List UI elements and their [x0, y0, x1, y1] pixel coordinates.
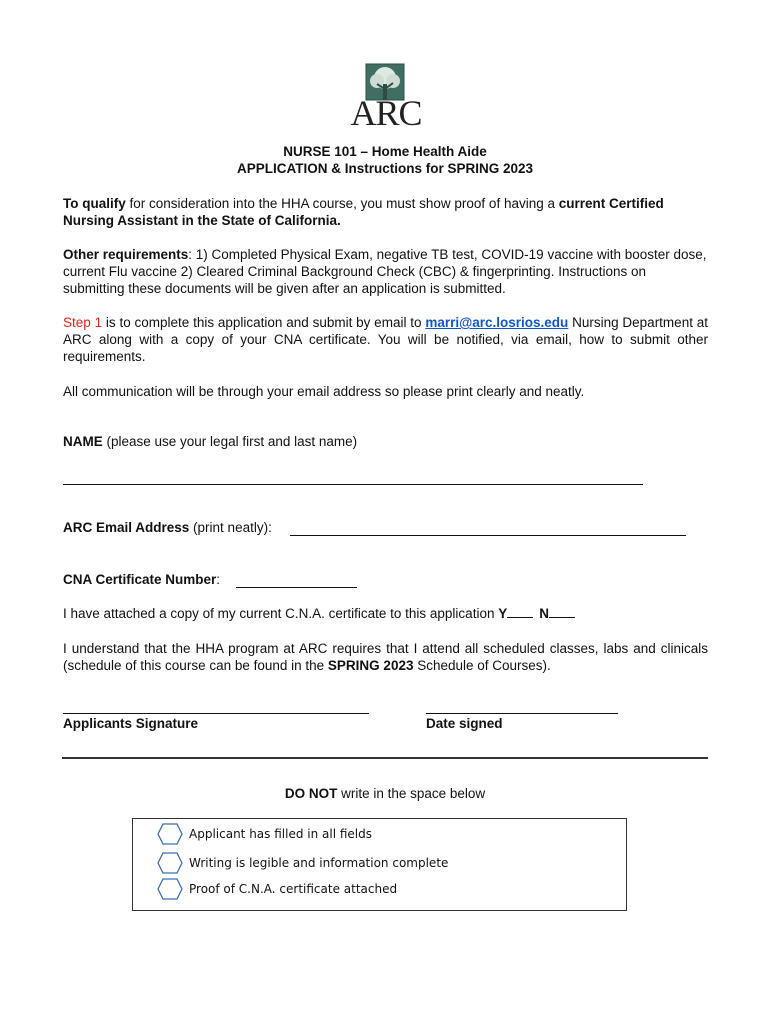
email-hint: (print neatly):	[189, 520, 272, 535]
office-check-label: Proof of C.N.A. certificate attached	[189, 882, 398, 896]
name-hint: (please use your legal first and last name)	[102, 434, 358, 449]
understand-bold: SPRING 2023	[327, 658, 414, 673]
applicant-signature-label: Applicants Signature	[63, 716, 199, 731]
hexagon-checkbox-icon[interactable]	[157, 823, 183, 845]
date-signed-label: Date signed	[426, 716, 503, 731]
office-check-item	[157, 852, 448, 874]
communication-note: All communication will be through your email address so please print clearly and neatly.	[63, 384, 585, 399]
qualify-bold: current Certified Nursing Assistant in the State of California.	[63, 196, 664, 228]
office-use-heading	[0, 786, 770, 801]
yes-blank[interactable]	[507, 607, 533, 618]
cna-label: CNA Certificate Number	[63, 572, 217, 587]
signature-input-line[interactable]	[63, 713, 369, 714]
step-paragraph	[63, 314, 708, 365]
email-label: ARC Email Address	[63, 520, 190, 535]
attached-text: I have attached a copy of my current C.N.A. certificate to this application	[63, 606, 499, 621]
understand-text1: I understand that the HHA program at ARC requires that I attend all scheduled classes, labs and clinicals (schedule of this course can be found in the	[63, 641, 708, 673]
qualify-paragraph	[63, 195, 708, 229]
email-link[interactable]: marri@arc.losrios.edu	[425, 315, 569, 330]
hexagon-checkbox-icon[interactable]	[157, 852, 183, 874]
cna-suffix: :	[216, 572, 221, 587]
email-field-label	[63, 520, 272, 535]
logo-text: ARC	[350, 93, 422, 133]
step-lead: Step 1	[63, 315, 103, 330]
cna-number-input-line[interactable]	[236, 587, 357, 588]
attached-no-label: N	[539, 606, 549, 621]
attached-yes-label: Y	[498, 606, 508, 621]
other-lead: Other requirements	[63, 247, 189, 262]
arc-logo	[344, 62, 426, 132]
qualify-text: for consideration into the HHA course, you must show proof of having a	[125, 196, 559, 211]
no-blank[interactable]	[549, 607, 575, 618]
understand-paragraph	[63, 640, 708, 674]
office-check-item	[157, 823, 372, 845]
other-requirements-paragraph	[63, 246, 708, 297]
step-text2: Nursing Department at ARC along with a copy of your CNA certificate. You will be notified, via email, how to submit other requirements.	[63, 315, 709, 364]
cna-field-label	[63, 572, 220, 587]
name-input-line[interactable]	[63, 484, 643, 485]
section-divider	[62, 757, 708, 759]
page-subtitle: APPLICATION & Instructions for SPRING 2023	[236, 161, 534, 176]
name-label: NAME	[63, 434, 103, 449]
other-text: : 1) Completed Physical Exam, negative TB test, COVID-19 vaccine with booster dose, current Flu vaccine 2) Cleared Criminal Background Check (CBC) & fingerprinting. Instructions on submitting these documents will be given after an application is submitted.	[63, 247, 707, 296]
office-check-label: Writing is legible and information complete	[189, 856, 449, 870]
office-check-item	[157, 878, 397, 900]
name-field-label	[63, 434, 357, 449]
understand-text2: Schedule of Courses).	[413, 658, 551, 673]
hexagon-checkbox-icon[interactable]	[157, 878, 183, 900]
date-input-line[interactable]	[426, 713, 618, 714]
office-text: write in the space below	[337, 786, 486, 801]
step-text1: is to complete this application and submit by email to	[102, 315, 426, 330]
page-title: NURSE 101 – Home Health Aide	[283, 144, 487, 159]
office-check-label: Applicant has filled in all fields	[189, 827, 372, 841]
attached-question	[63, 606, 575, 621]
office-use-box	[132, 818, 627, 911]
office-lead: DO NOT	[284, 786, 338, 801]
qualify-lead: To qualify	[63, 196, 126, 211]
email-input-line[interactable]	[290, 535, 686, 536]
